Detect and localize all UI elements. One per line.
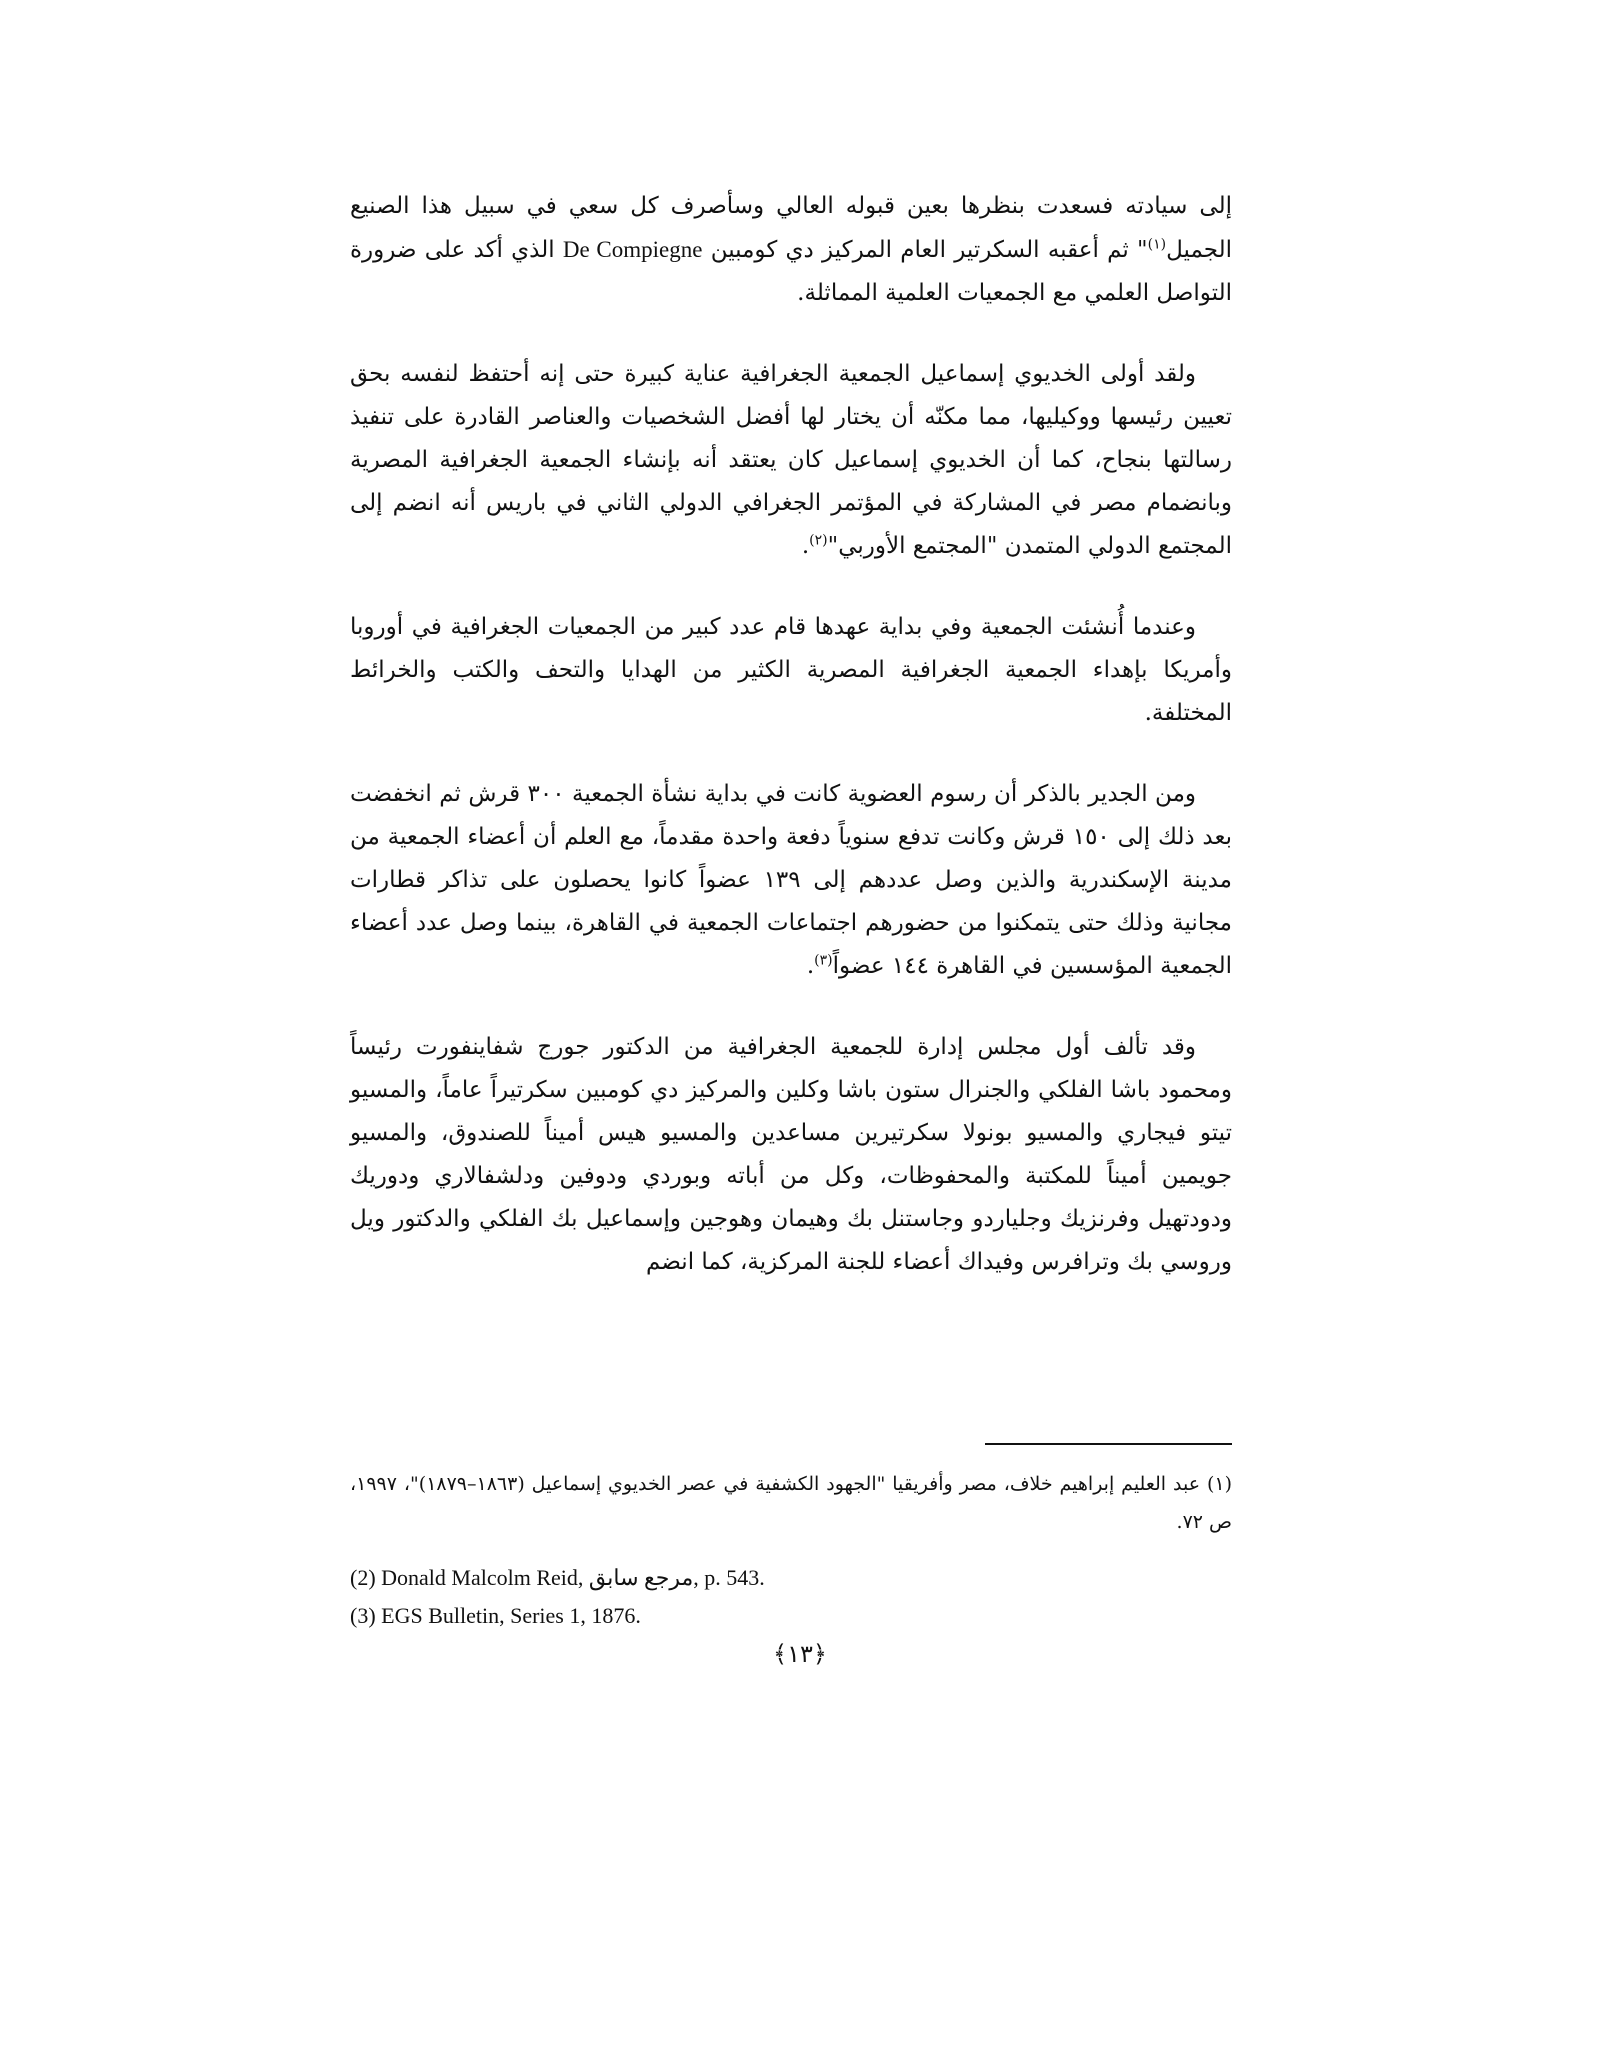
paragraph-4-end: . xyxy=(806,953,815,979)
paragraph-1-text-b: " ثم أعقبه السكرتير العام المركيز دي كومبين xyxy=(702,237,1148,263)
paragraph-3 xyxy=(350,606,1232,735)
paragraph-1-text-c: الذي أكد على ضرورة التواصل العلمي مع الجمعيات العلمية المماثلة. xyxy=(350,237,1232,306)
footnote-2-author: (2) Donald Malcolm Reid, xyxy=(350,1565,589,1590)
paragraph-5-text: وقد تألف أول مجلس إدارة للجمعية الجغرافية من الدكتور جورج شفاينفورت رئيساً ومحمود باشا الفلكي والجنرال ستون باشا وكلين والمركيز دي كومبين سكرتيراً عاماً، والمسيو تيتو فيجاري والمسيو بونولا سكرتيرين مساعدين والمسيو هيس أميناً للصندوق، والمسيو جويمين أميناً للمكتبة والمحفوظات، وكل من أباته وبوردي ودوفين ودلشفالاري ودوريك ودودتهيل وفرنزيك وجلياردو وجاستنل بك وهيمان وهوجين وإسماعيل بك الفلكي والدكتور ويل وروسي بك وترافرس وفيداك أعضاء للجنة المركزية، كما انضم xyxy=(350,1034,1232,1275)
paragraph-1 xyxy=(350,185,1232,315)
footnote-ref-3: (٣) xyxy=(814,952,833,969)
paragraph-1-text: إلى سيادته فسعدت بنظرها بعين قبوله العالي وسأصرف كل سعي في سبيل هذا الصنيع الجميل xyxy=(350,193,1233,263)
footnote-ref-2: (٢) xyxy=(809,532,828,549)
paragraph-4 xyxy=(350,773,1232,988)
footnote-ref-1: (١) xyxy=(1147,236,1167,253)
footnote-2-arabic: مرجع سابق xyxy=(588,1565,694,1590)
paragraph-2 xyxy=(350,353,1232,568)
page-number: ﴿١٣﴾ xyxy=(773,1640,827,1668)
footnote-1: (١) عبد العليم إبراهيم خلاف، مصر وأفريقيا "الجهود الكشفية في عصر الخديوي إسماعيل (١٨٦٣–١٨٧٩)"، ١٩٩٧، ص ٧٢. xyxy=(350,1473,1233,1533)
body-text xyxy=(350,185,1232,1284)
footnote-divider xyxy=(985,1443,1232,1445)
footnote-3: (3) EGS Bulletin, Series 1, 1876. xyxy=(350,1603,641,1628)
paragraph-3-text: وعندما أُنشئت الجمعية وفي بداية عهدها قام عدد كبير من الجمعيات الجغرافية في أوروبا وأمريكا بإهداء الجمعية الجغرافية المصرية الكثير من الهدايا والتحف والكتب والخرائط المختلفة. xyxy=(350,614,1232,726)
paragraph-2-end: . xyxy=(801,533,810,559)
paragraph-5 xyxy=(350,1026,1232,1284)
footnote-2 xyxy=(350,1559,1232,1597)
paragraph-2-text: ولقد أولى الخديوي إسماعيل الجمعية الجغرافية عناية كبيرة حتى إنه أحتفظ لنفسه بحق تعيين رئيسها ووكيليها، مما مكنّه أن يختار لها أفضل الشخصيات والعناصر القادرة على تنفيذ رسالتها بنجاح، كما أن الخديوي إسماعيل كان يعتقد أنه بإنشاء الجمعية الجغرافية المصرية وبانضمام مصر في المشاركة في المؤتمر الجغرافي الدولي الثاني في باريس أنه انضم إلى المجتمع الدولي المتمدن "المجتمع الأوربي" xyxy=(350,361,1232,559)
footnote-2-page: , p. 543. xyxy=(693,1565,765,1590)
latin-name: De Compiegne xyxy=(562,237,703,262)
paragraph-4-text: ومن الجدير بالذكر أن رسوم العضوية كانت في بداية نشأة الجمعية ٣٠٠ قرش ثم انخفضت بعد ذلك إلى ١٥٠ قرش وكانت تدفع سنوياً دفعة واحدة مقدماً، مع العلم أن أعضاء الجمعية من مدينة الإسكندرية والذين وصل عددهم إلى ١٣٩ عضواً كانوا يحصلون على تذاكر قطارات مجانية وذلك حتى يتمكنوا من حضورهم اجتماعات الجمعية في القاهرة، بينما وصل عدد أعضاء الجمعية المؤسسين في القاهرة ١٤٤ عضواً xyxy=(350,781,1232,979)
footnotes xyxy=(350,1465,1232,1635)
